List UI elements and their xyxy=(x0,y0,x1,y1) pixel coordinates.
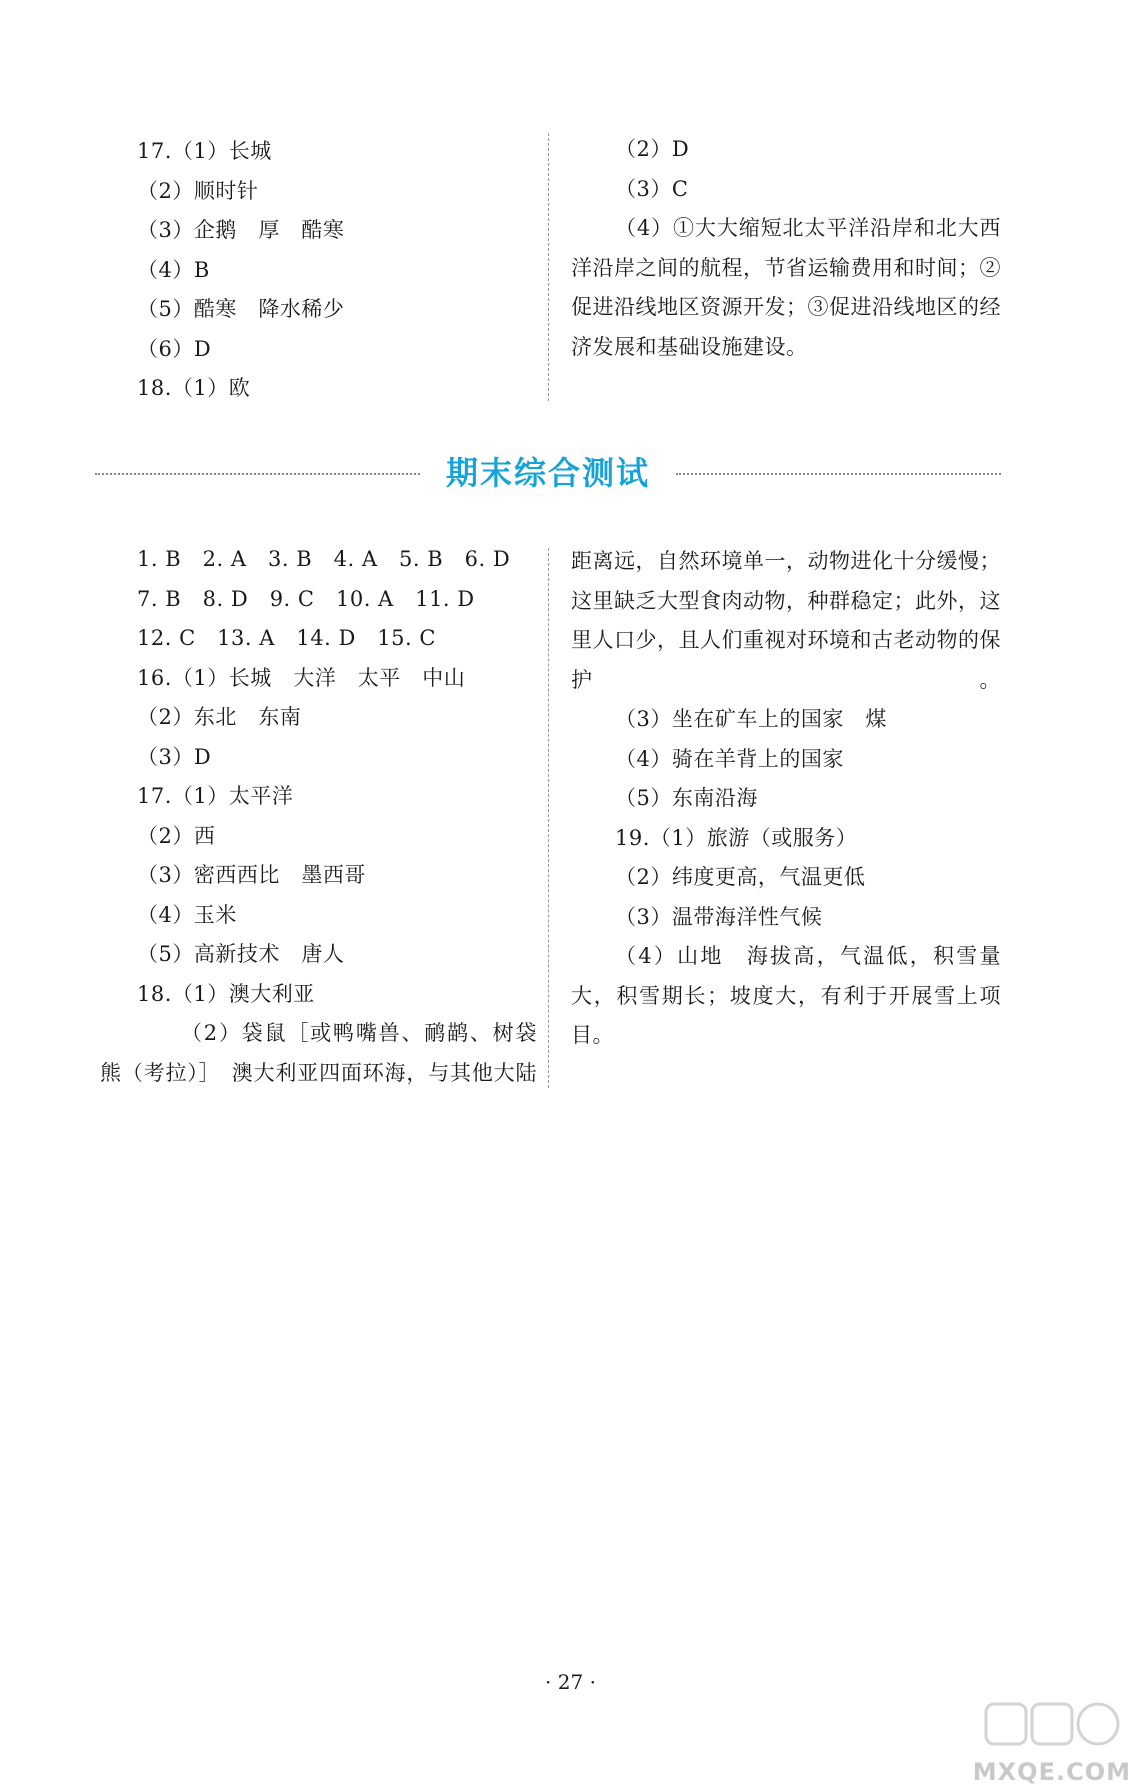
answer-line: （2）D xyxy=(615,137,690,161)
dotted-rule xyxy=(95,473,420,475)
answer-line: （5）高新技术 唐人 xyxy=(137,942,345,966)
answer-line: （2）顺时针 xyxy=(137,178,259,203)
watermark-text: MXQE.COM xyxy=(972,1758,1131,1786)
column-divider xyxy=(548,548,549,1088)
answer-line: （6）D xyxy=(137,336,212,361)
section-header xyxy=(95,452,1001,492)
answer-line: （4）玉米 xyxy=(137,902,237,927)
answer-line: （2）东北 东南 xyxy=(137,705,302,729)
answer-line: （3）C xyxy=(615,176,689,201)
bottom-left-column xyxy=(100,540,537,1093)
watermark-logo xyxy=(972,1700,1135,1788)
top-left-column xyxy=(137,132,537,409)
answer-line: （2）西 xyxy=(137,823,216,848)
answer-line: 18.（1）澳大利亚 xyxy=(137,981,315,1006)
section-title: 期末综合测试 xyxy=(445,454,650,492)
answer-line: 1. B 2. A 3. B 4. A 5. B 6. D xyxy=(137,547,511,571)
answer-line: 18.（1）欧 xyxy=(137,376,251,400)
answer-line: 16.（1）长城 大洋 太平 中山 xyxy=(137,665,466,690)
answer-line: （5）东南沿海 xyxy=(615,786,758,810)
answer-line: （3）坐在矿车上的国家 煤 xyxy=(615,707,887,731)
answer-line: 17.（1）太平洋 xyxy=(137,784,294,808)
answer-paragraph: （4）①大大缩短北太平洋沿岸和北大西洋沿岸之间的航程，节省运输费用和时间；②促进沿线地区资源开发；③促进沿线地区的经济发展和基础设施建设。 xyxy=(571,216,1001,359)
column-divider xyxy=(548,133,549,401)
answer-paragraph-continued: 距离远，自然环境单一，动物进化十分缓慢；这里缺乏大型食肉动物，种群稳定；此外，这里人口少，且人们重视对环境和古老动物的保护。 xyxy=(571,549,1001,692)
answer-line: （3）D xyxy=(137,744,212,769)
page-number: · 27 · xyxy=(545,1670,596,1694)
top-right-column xyxy=(571,130,1001,367)
answer-line: （3）密西西比 墨西哥 xyxy=(137,863,366,887)
bottom-right-column xyxy=(571,542,1001,1056)
answer-line: （4）骑在羊背上的国家 xyxy=(615,746,844,771)
dotted-rule xyxy=(676,473,1001,475)
answer-line: （5）酷寒 降水稀少 xyxy=(137,297,345,321)
answer-line: 19.（1）旅游（或服务） xyxy=(615,825,858,850)
answer-line: （3）温带海洋性气候 xyxy=(615,904,823,929)
answer-line: （2）纬度更高，气温更低 xyxy=(615,865,866,889)
answer-paragraph: （4）山地 海拔高，气温低，积雪量大，积雪期长；坡度大，有利于开展雪上项目。 xyxy=(571,944,1001,1047)
answer-line: 7. B 8. D 9. C 10. A 11. D xyxy=(137,586,475,611)
answer-line: 17.（1）长城 xyxy=(137,139,272,163)
answer-line: 12. C 13. A 14. D 15. C xyxy=(137,626,436,650)
answer-line: （3）企鹅 厚 酷寒 xyxy=(137,218,345,242)
answer-line: （4）B xyxy=(137,257,210,282)
answer-paragraph: （2）袋鼠［或鸭嘴兽、鸸鹋、树袋熊（考拉）］ 澳大利亚四面环海，与其他大陆 xyxy=(100,1021,537,1085)
